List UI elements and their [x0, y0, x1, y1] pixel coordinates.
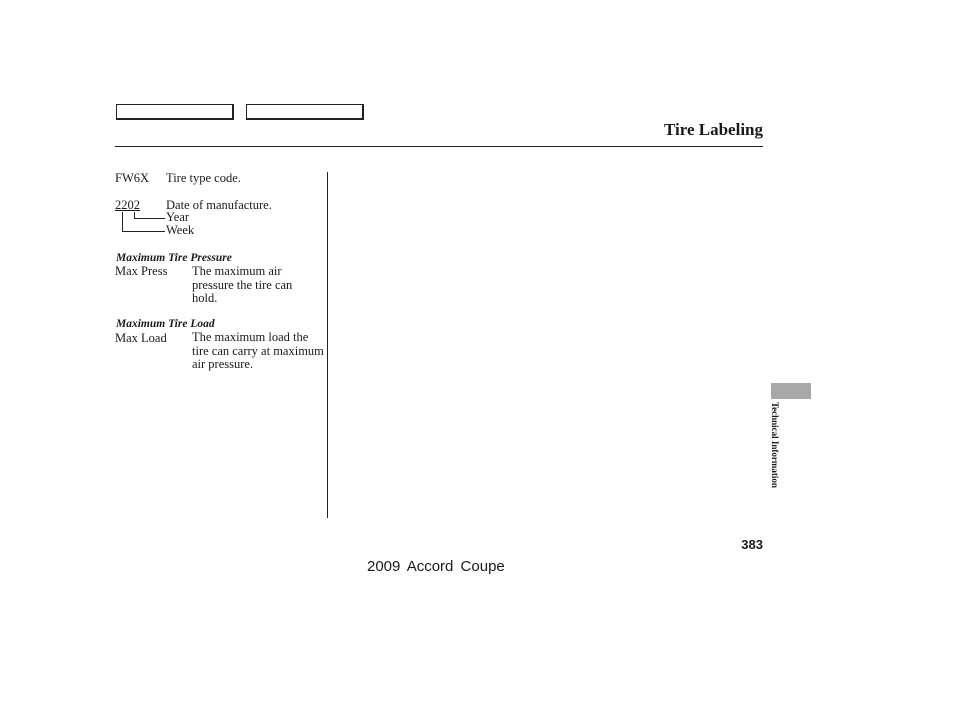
nav-prev-button[interactable]	[116, 104, 234, 120]
week-bracket	[122, 212, 165, 232]
max-pressure-heading: Maximum Tire Pressure	[116, 252, 232, 264]
max-pressure-description: The maximum air pressure the tire can hold.	[192, 264, 293, 305]
footer-model: 2009 Accord Coupe	[367, 558, 505, 575]
section-tab[interactable]	[771, 383, 811, 399]
year-label: Year	[166, 210, 190, 224]
tire-type-description: Tire type code.	[166, 171, 241, 185]
week-label: Week	[166, 223, 195, 237]
max-load-description: The maximum load the tire can carry at maximum air pressure.	[192, 330, 324, 371]
tire-type-code: FW6X	[115, 171, 150, 185]
date-code-description: Date of manufacture.	[166, 198, 272, 212]
max-load-term: Max Load	[115, 331, 167, 345]
max-pressure-term: Max Press	[115, 264, 168, 278]
section-label: Technical Information	[770, 402, 780, 488]
column-divider	[327, 172, 328, 518]
max-load-heading: Maximum Tire Load	[116, 318, 215, 330]
page-number: 383	[741, 537, 763, 552]
title-divider	[115, 146, 763, 147]
nav-next-button[interactable]	[246, 104, 364, 120]
page-title: Tire Labeling	[663, 120, 763, 139]
date-code: 2202	[115, 198, 140, 212]
